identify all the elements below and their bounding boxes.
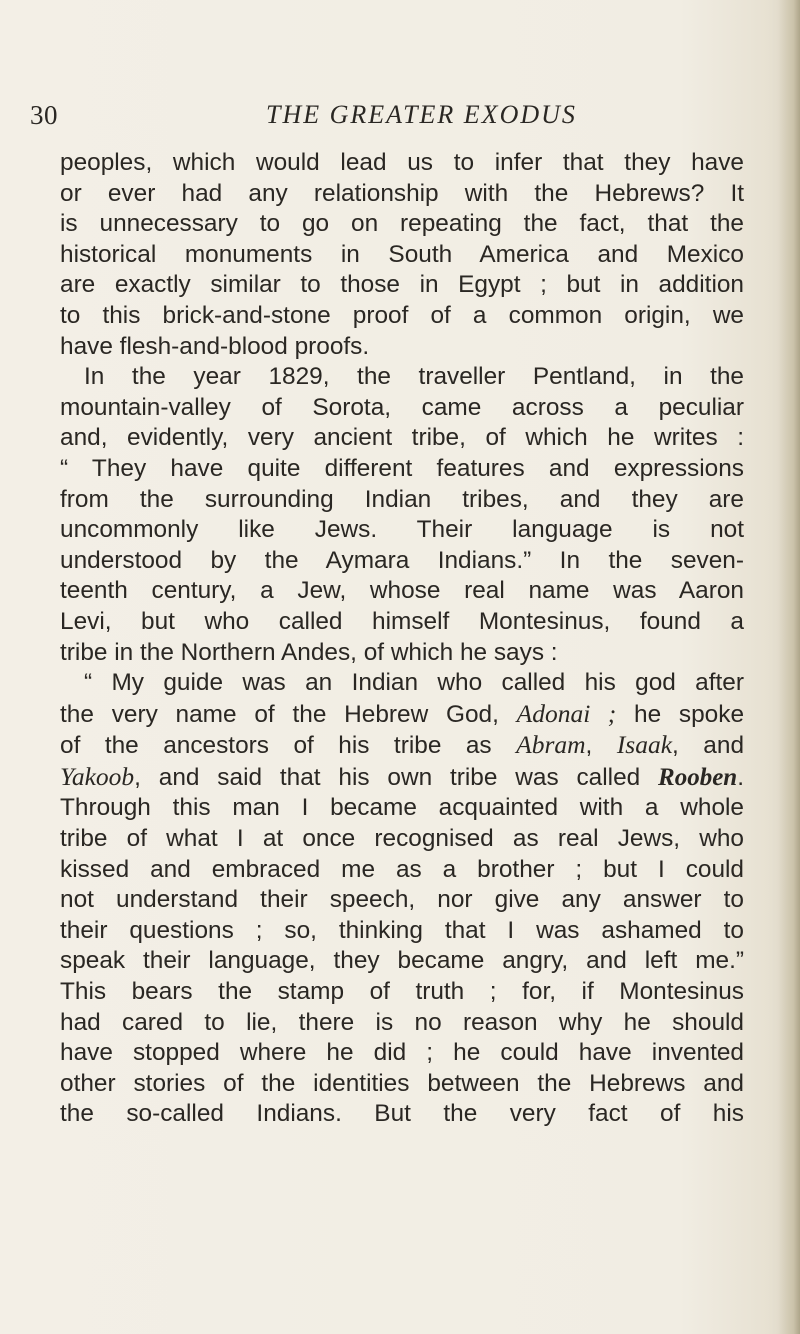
text-line: are exactly similar to those in Egypt ; but in addition xyxy=(60,271,744,299)
text-line: kissed and embraced me as a brother ; but I could xyxy=(60,855,744,883)
text-line: to this brick-and-stone proof of a common origin, we xyxy=(60,301,744,329)
text-line: not understand their speech, nor give any answer to xyxy=(60,886,744,914)
text-line: or ever had any relationship with the Hebrews? It xyxy=(60,179,744,207)
text-line: from the surrounding Indian tribes, and they are xyxy=(60,485,744,513)
text-line xyxy=(60,730,744,762)
text-line: their questions ; so, thinking that I was ashamed to xyxy=(60,916,744,944)
italic-name: Abram xyxy=(516,730,586,760)
line-fragment: of the ancestors of his tribe as xyxy=(60,732,517,760)
text-line: This bears the stamp of truth ; for, if Montesinus xyxy=(60,978,744,1006)
text-line: historical monuments in South America and Mexico xyxy=(60,240,744,268)
text-line: mountain-valley of Sorota, came across a peculiar xyxy=(60,393,744,421)
text-line: “ My guide was an Indian who called his god after xyxy=(84,669,744,697)
italic-name: Adonai ; xyxy=(516,698,617,728)
text-line: the so-called Indians. But the very fact of his xyxy=(60,1100,744,1128)
line-fragment: the very name of the Hebrew God, xyxy=(60,700,517,728)
line-fragment: he spoke xyxy=(616,700,745,728)
text-line: teenth century, a Jew, whose real name was Aaron xyxy=(60,577,744,605)
running-head xyxy=(30,100,770,140)
line-fragment: . xyxy=(737,763,744,791)
body-text xyxy=(60,148,744,1130)
italic-name: Yakoob xyxy=(60,761,135,791)
line-fragment: , xyxy=(585,732,617,760)
line-fragment: , and xyxy=(672,732,745,760)
running-title: THE GREATER EXODUS xyxy=(266,100,577,129)
italic-name: Rooben xyxy=(658,763,738,791)
text-line: understood by the Aymara Indians.” In the seven- xyxy=(60,546,744,574)
italic-name: Isaak xyxy=(616,730,673,760)
text-line: have stopped where he did ; he could have invented xyxy=(60,1039,744,1067)
text-line: In the year 1829, the traveller Pentland, in the xyxy=(84,363,744,391)
text-line: speak their language, they became angry, and left me.” xyxy=(60,947,744,975)
text-line: uncommonly like Jews. Their language is not xyxy=(60,516,744,544)
text-line xyxy=(60,699,744,731)
page-edge-shadow xyxy=(778,0,800,1334)
page-number: 30 xyxy=(30,100,58,130)
text-line: “ They have quite different features and expressions xyxy=(60,454,744,482)
text-line: Levi, but who called himself Montesinus, found a xyxy=(60,607,744,635)
line-fragment: , and said that his own tribe was called xyxy=(134,763,659,791)
text-line: Through this man I became acquainted with a whole xyxy=(60,794,744,822)
text-line: peoples, which would lead us to infer that they have xyxy=(60,149,744,176)
text-line: have flesh-and-blood proofs. xyxy=(60,332,370,360)
text-line: other stories of the identities between the Hebrews and xyxy=(60,1069,744,1097)
text-line: tribe in the Northern Andes, of which he says : xyxy=(60,638,558,666)
text-line: had cared to lie, there is no reason why he should xyxy=(60,1008,744,1036)
text-line: is unnecessary to go on repeating the fact, that the xyxy=(60,210,744,238)
text-line: tribe of what I at once recognised as real Jews, who xyxy=(60,825,744,853)
text-line: and, evidently, very ancient tribe, of which he writes : xyxy=(60,424,744,452)
text-line xyxy=(60,762,744,794)
